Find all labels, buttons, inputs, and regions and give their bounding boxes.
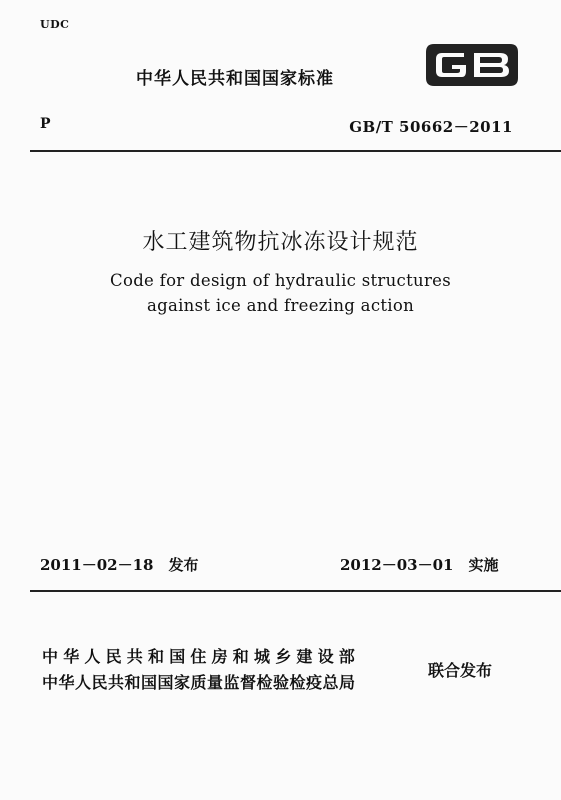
english-title-line2: against ice and freezing action [146, 296, 415, 315]
udc-label: UDC [40, 18, 70, 31]
issue-date: 2011－02－18 发布 [40, 556, 199, 574]
national-standard-title: 中华人民共和国国家标准 [136, 69, 334, 89]
standard-category: P [40, 116, 51, 132]
english-title-line1: Code for design of hydraulic structures [110, 271, 451, 290]
bottom-divider [30, 590, 561, 592]
top-divider [30, 150, 561, 152]
standard-number: GB/T 50662－2011 [349, 118, 513, 136]
joint-issue-label: 联合发布 [428, 661, 493, 680]
issuer-ministry: 中华人民共和国住房和城乡建设部 [42, 647, 361, 666]
chinese-title: 水工建筑物抗冰冻设计规范 [142, 230, 419, 255]
gb-logo [424, 40, 520, 90]
implementation-date: 2012－03－01 实施 [340, 556, 499, 574]
issuer-aqsiq: 中华人民共和国国家质量监督检验检疫总局 [42, 673, 356, 692]
